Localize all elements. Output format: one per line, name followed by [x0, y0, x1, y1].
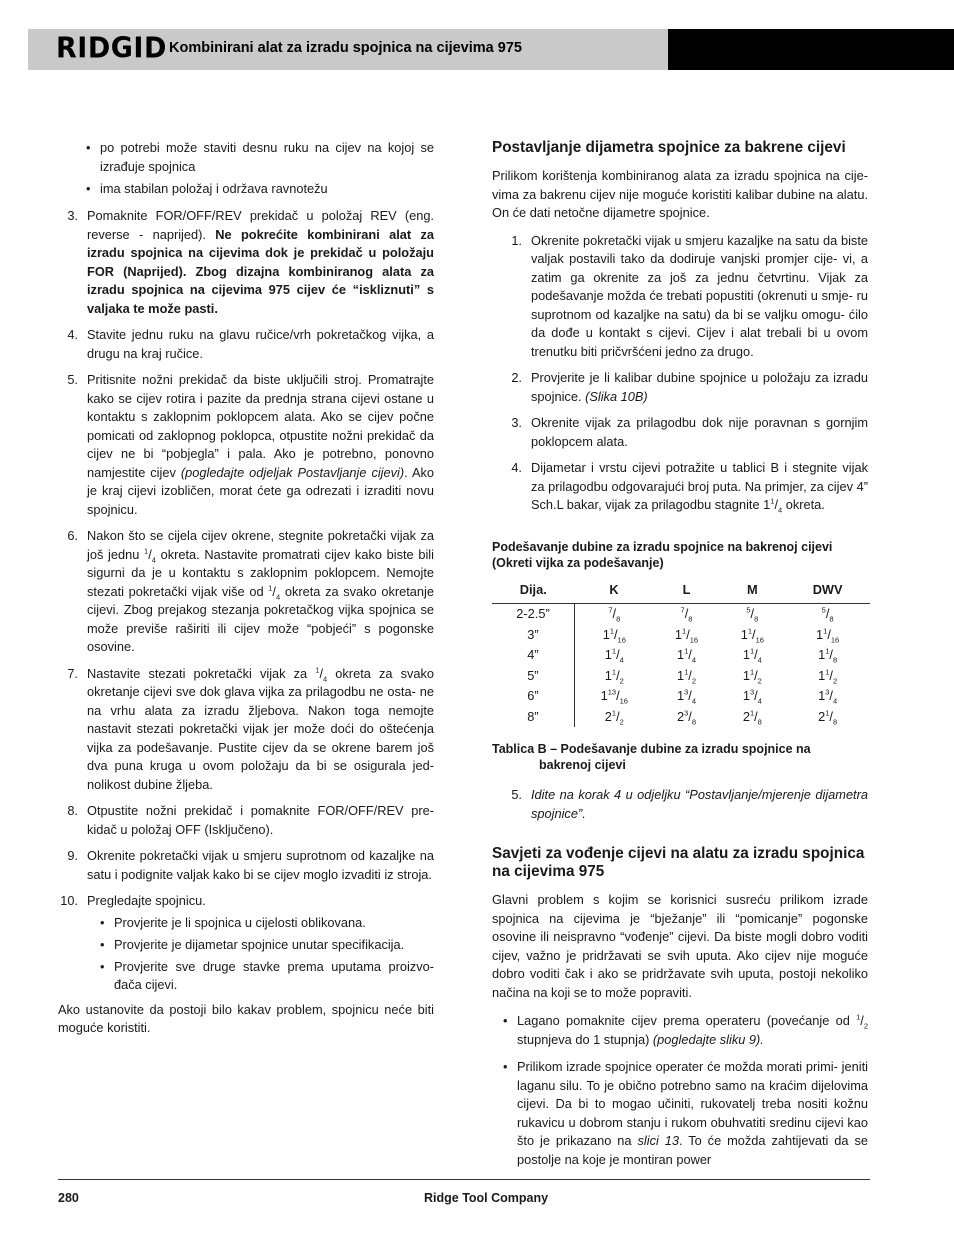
bullet-text: Provjerite je dijametar spojnice unutar specifikacija.: [114, 936, 405, 952]
figure-reference: (Slika 10B): [585, 388, 648, 404]
table-cell-turns: $1^{13}/_{16}$: [600, 687, 628, 706]
step-number: 4.: [67, 327, 78, 342]
bullet-text: po potrebi može staviti desnu ruku na cijev na kojoj se izrađuje spojnica: [100, 140, 434, 174]
bullet-text: Provjerite je li spojnica u cijelosti oblikovana.: [114, 914, 366, 930]
table-cell-turns: $2^1/_8$: [818, 708, 838, 727]
list-item: [99, 914, 434, 933]
list-item: [99, 936, 434, 955]
bullet-text: Prilikom izrade spojnice operater će možda morati primi- jeniti laganu silu. To je obično potrebno samo na kraćim dijelovima cijevi. Da bi to mogao učiniti, rukovatelj treba nositi kožnu rukavicu u dobrom stanju i rukom obuhvatiti sredinu cijevi kao što je prikazano na: [517, 1059, 868, 1148]
table-cell-turns: $^5/_8$: [821, 605, 834, 624]
table-row: [492, 604, 870, 625]
table-cell-turns: $2^1/_8$: [742, 708, 762, 727]
table-cell-diameter: 5”: [492, 666, 575, 687]
step-number: 5.: [67, 372, 78, 387]
table-cell-turns: $1^1/_{16}$: [674, 626, 699, 645]
table-row: [492, 625, 870, 646]
left-column: [58, 139, 434, 1038]
step-number: 6.: [67, 528, 78, 543]
table-row: [492, 645, 870, 666]
copper-step-1: [502, 232, 868, 362]
figure-reference: slici 13: [637, 1133, 679, 1148]
depth-table: [492, 579, 870, 728]
step-text: Okrenite pokretački vijak u smjeru suprotnom od kazaljke na satu i podignite valjak kako bi se cijev moglo izvaditi iz stroja.: [87, 848, 434, 882]
step-5: [58, 371, 434, 519]
fraction: $^1/_4$: [144, 546, 156, 565]
table-cell-diameter: 8”: [492, 707, 575, 728]
right-column: [492, 139, 868, 1173]
footer-company: Ridge Tool Company: [424, 1191, 549, 1205]
table-cell-turns: $^5/_8$: [746, 605, 759, 624]
table-cell-turns: $1^3/_4$: [818, 687, 838, 706]
step-text: Pritisnite nožni prekidač da biste uključili stroj. Promatrajte kako se cijev rotira i pazite da prednja strana cijevi ostane u kontaktu s zaklopnim poklopcem alata. Ako se cijev počne pomicati od zaklopnog poklopca, otpustite nožni prekidač da cijev ne bi “pobjegla” i pala. Ako je potrebno, ponovno namjestite cijev: [87, 372, 434, 480]
step-text: Idite na korak 4 u odjeljku “Postavljanje/mjerenje dijametra spojnice”.: [531, 787, 868, 821]
fraction: $^1/_4$: [315, 665, 328, 684]
step-number: 2.: [511, 370, 522, 385]
step-number: 7.: [67, 665, 78, 681]
step-reference: (pogledajte odjeljak Postavljanje cijevi): [180, 464, 405, 480]
step-10: [58, 892, 434, 911]
list-item: [502, 1012, 868, 1049]
table-cell-turns: $1^1/_2$: [676, 667, 697, 686]
step-3: [58, 207, 434, 318]
copper-step-2: [502, 369, 868, 406]
table-cell-turns: $1^1/_{16}$: [740, 626, 764, 645]
table-cell-turns: $1^3/_4$: [676, 687, 697, 706]
step-text: Okrenite pokretački vijak u smjeru kazaljke na satu da biste valjak postavili tako da dodiruje vanjski promjer cije- vi, a zatim ga okrenite za još za jednu četvrtinu. Vijak za podešavanje možda će trebati popustiti (okrenuti u smje- ru suprotnom od kazaljke na satu) da bi se valjku omogu- ćilo da dođe u kontakt s cijevi. Cijev i alat trebali bi u ovom trenutku biti pričvršćeni jedno za drugo.: [531, 232, 868, 359]
table-cell-turns: $1^1/_{16}$: [816, 626, 840, 645]
step-text: okreta za svako okretanje cijevi. Zbog prejakog stezanja pokretačkog vijka spojnica se može previše raširiti ili cijev može “pobjeći” s pogonske osovine.: [87, 583, 434, 654]
table-cell-turns: $2^1/_2$: [604, 708, 624, 727]
step-text: okreta za svako okretanje cijevi sve dok glava vijka za prilagodbu ne osta- ne na vrhu alata za izradu žljebova. Nakon toga nemojte nastavit stezati pokretački vijak jer može doći do oštećenja vijka za podešavanje. Pustite cijev da se okrene barem još dva puna kruga u ovom položaju da bi se osigurala jed- nolikost dubine žljeba.: [87, 665, 435, 792]
table-header: DWV: [785, 579, 870, 604]
table-cell-turns: $1^1/_4$: [676, 646, 697, 665]
caption-line: bakrenoj cijevi: [539, 758, 626, 772]
fraction: $^1/_4$: [268, 583, 281, 602]
copper-step-5: [502, 786, 868, 823]
table-row: [492, 707, 870, 728]
bullet-text: Lagano pomaknite cijev prema operateru (povećanje od: [517, 1013, 850, 1028]
step-number: 1.: [511, 232, 522, 248]
table-cell-turns: $1^1/_4$: [742, 646, 762, 665]
table-row: [492, 666, 870, 687]
bullet-text: stupnjeva do 1 stupnja): [517, 1031, 650, 1047]
step-number: 10.: [60, 893, 78, 908]
table-cell-turns: $^7/_8$: [680, 605, 693, 624]
list-item: [99, 958, 434, 995]
step-text: Dijametar i vrstu cijevi potražite u tablici B i stegnite vijak za prilagodbu odgovarajući broj puta. Na primjer, za cijev 4” Sch.L bakar, vijak za prilagodbu stagnite 1: [531, 460, 868, 512]
table-header-row: [492, 579, 870, 604]
table-cell-turns: $1^1/_2$: [818, 667, 838, 686]
step-text: Okrenite vijak za prilagodbu dok nije poravnan s gornjim poklopcem alata.: [531, 415, 868, 449]
step-4: [58, 326, 434, 363]
fraction: $^1/_4$: [770, 496, 783, 515]
bullet-text: ima stabilan položaj i održava ravnotežu: [100, 180, 328, 196]
intro-paragraph: Prilikom korištenja kombiniranog alata za izradu spojnica na cije- vima za bakrenu cijev nije moguće koristiti kalibar dubine na alatu. On će dati netočne dijametre spojnice.: [492, 168, 868, 220]
page-number: 280: [58, 1191, 79, 1205]
table-cell-turns: $1^1/_2$: [742, 667, 762, 686]
table-header: Dija.: [492, 579, 575, 604]
step-text: Nakon što se cijela cijev okrene, stegnite pokretački vijak za još jednu: [87, 528, 434, 562]
step-number: 4.: [511, 460, 522, 475]
bullet-text: . To će možda zahtijevati da se postolje na koje je montiran power: [517, 1133, 868, 1167]
table-cell-turns: $^7/_8$: [608, 605, 621, 624]
step-6: [58, 527, 434, 657]
table-cell-diameter: 4”: [492, 645, 575, 666]
step-text: . Ako je kraj cijevi izobličen, morat ćete ga odrezati i izraditi novu spojnicu.: [87, 464, 435, 517]
tracking-paragraph: Glavni problem s kojim se korisnici susreću prilikom izrade spojnica na cijevima je “bježanje” ili “pomicanje” pogonske osovine ili neispravno “vođenje” cijevi. Da biste mogli dobro voditi cijev, važno je pridržavati se svih uputa. Ako cijev nije moguće dobro voditi čak i ako se pridržavate svih uputa, postoji nekoliko načina na koji se to može popraviti.: [492, 892, 868, 1000]
step-warning: Ne pokrećite kombinirani alat za izradu spojnica na cijevima dok je prekidač u položaju FOR (Naprijed). Zbog dizajna kombiniranog alata za izradu spojnica na cijevima 975 cijev će “iskliznuti” s valjaka te može pasti.: [87, 226, 434, 316]
step-number: 5.: [511, 787, 522, 802]
step-9: [58, 847, 434, 884]
step-7: [58, 665, 434, 795]
header-black-band: [668, 29, 954, 70]
step-text: okreta.: [785, 497, 825, 512]
table-caption: [492, 741, 868, 773]
table-cell-turns: $2^3/_8$: [676, 708, 697, 727]
step-number: 3.: [67, 208, 78, 223]
section-heading-copper: Postavljanje dijametra spojnice za bakrene cijevi: [492, 139, 846, 156]
closing-paragraph: Ako ustanovite da postoji bilo kakav problem, spojnicu neće biti moguće koristiti.: [58, 1001, 434, 1035]
table-cell-diameter: 6”: [492, 686, 575, 707]
copper-step-3: [502, 414, 868, 451]
table-cell-turns: $1^1/_4$: [604, 646, 624, 665]
list-item: [85, 139, 434, 176]
table-cell-turns: $1^1/_{16}$: [602, 626, 626, 645]
step-text: okreta. Nastavite promatrati cijev kako biste bili sigurni da je u kontaktu s zaklopnim poklopcem. Nemojte stezati pokretački vijak više od: [87, 546, 434, 599]
fraction: $^1/_2$: [856, 1012, 868, 1031]
bullet-text: Provjerite sve druge stavke prema uputama proizvo- đača cijevi.: [114, 958, 434, 992]
step-text: Provjerite je li kalibar dubine spojnice u položaju za izradu spojnice.: [531, 370, 868, 404]
table-cell-turns: $1^1/_2$: [604, 667, 624, 686]
table-cell-turns: $1^1/_8$: [818, 646, 838, 665]
table-cell-turns: $1^3/_4$: [742, 687, 762, 706]
list-item: [502, 1058, 868, 1169]
page-header: [28, 29, 954, 70]
step-text: Pomaknite FOR/OFF/REV prekidač u položaj REV (eng. reverse - naprijed).: [87, 208, 434, 242]
figure-reference: (pogledajte sliku 9).: [652, 1031, 764, 1047]
copper-step-4: [502, 459, 868, 515]
table-cell-diameter: 3”: [492, 625, 575, 646]
caption-line: Tablica B – Podešavanje dubine za izradu spojnice na: [492, 742, 811, 756]
step-8: [58, 802, 434, 839]
table-title: Podešavanje dubine za izradu spojnice na bakrenoj cijevi (Okreti vijka za podešavanje): [492, 539, 833, 570]
header-title: Kombinirani alat za izradu spojnica na cijevima 975: [169, 40, 522, 56]
section-heading-tracking: Savjeti za vođenje cijevi na alatu za izradu spojnica na cijevima 975: [492, 845, 865, 880]
list-item: [85, 180, 434, 199]
table-header: L: [654, 579, 720, 604]
step-number: 9.: [67, 848, 78, 863]
ridgid-logo: RIDGID: [56, 32, 167, 65]
step-text: Pregledajte spojnicu.: [87, 893, 206, 908]
step-number: 3.: [511, 415, 522, 430]
step-number: 8.: [67, 803, 78, 818]
table-header: K: [575, 579, 654, 604]
step-text: Nastavite stezati pokretački vijak za: [87, 665, 308, 681]
footer-rule: [58, 1179, 870, 1180]
table-row: [492, 686, 870, 707]
step-text: Otpustite nožni prekidač i pomaknite FOR/OFF/REV pre- kidač u položaj OFF (Isključeno).: [87, 803, 434, 837]
step-text: Stavite jednu ruku na glavu ručice/vrh pokretačkog vijka, a drugu na kraj ručice.: [87, 327, 434, 361]
table-cell-diameter: 2-2.5”: [492, 604, 575, 625]
table-header: M: [719, 579, 785, 604]
